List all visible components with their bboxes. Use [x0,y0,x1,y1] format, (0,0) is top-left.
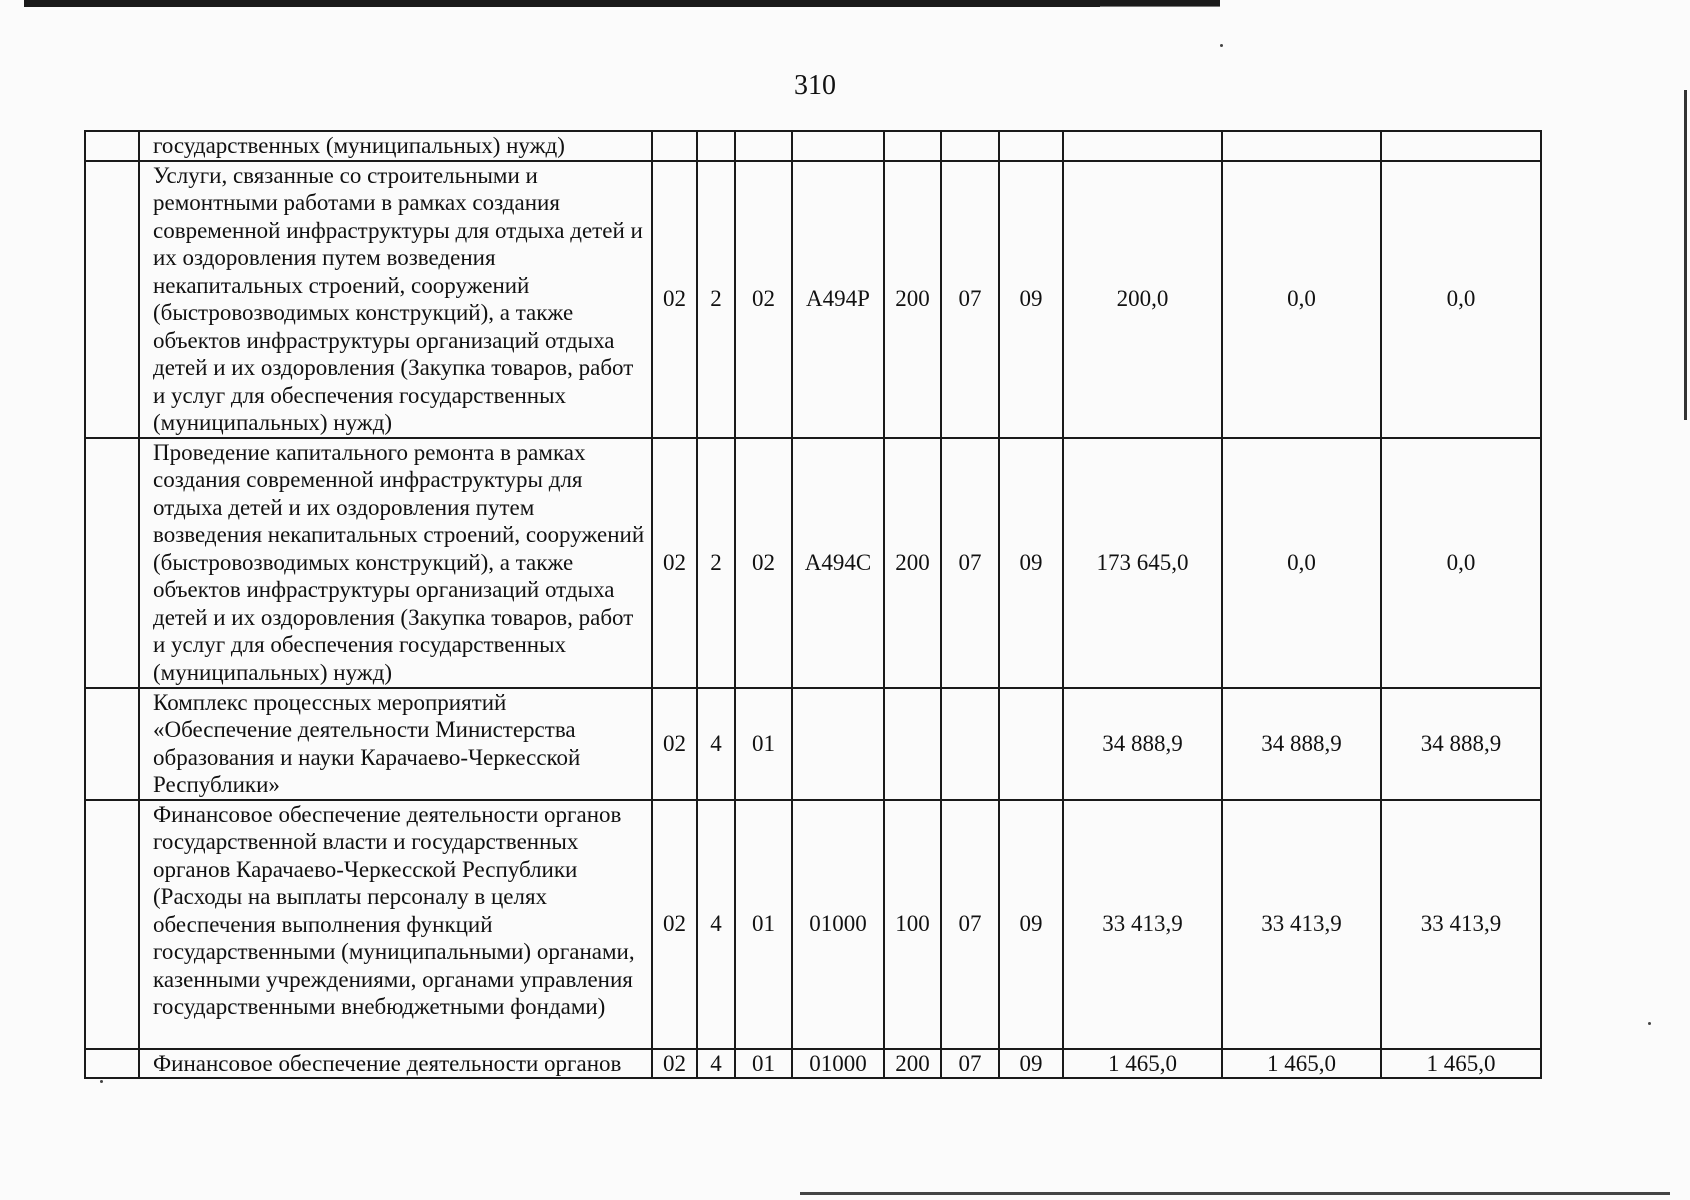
page-number: 310 [794,70,836,101]
amount-year-2-cell: 34 888,9 [1222,688,1381,800]
event-code-cell: 01 [735,800,792,1049]
bottom-border-rule [800,1192,1670,1195]
subprogram-code-cell [697,131,735,161]
amount-year-1-cell [1063,131,1222,161]
amount-year-3-cell: 0,0 [1381,161,1541,438]
expense-name-cell: государственных (муниципальных) нужд) [139,131,652,161]
scan-speck [1220,44,1223,47]
subsection-code-cell: 09 [999,438,1063,688]
program-code-cell: 02 [652,688,697,800]
subprogram-code-cell: 4 [697,688,735,800]
amount-year-1-cell: 173 645,0 [1063,438,1222,688]
top-border-rule-thin [1100,6,1220,7]
subsection-code-cell [999,131,1063,161]
subsection-code-cell: 09 [999,1049,1063,1079]
amount-year-3-cell: 33 413,9 [1381,800,1541,1049]
section-code-cell: 07 [941,438,999,688]
budget-table [84,130,1542,1079]
direction-code-cell: 01000 [792,1049,884,1079]
amount-year-1-cell: 33 413,9 [1063,800,1222,1049]
amount-year-3-cell: 0,0 [1381,438,1541,688]
amount-year-3-cell: 34 888,9 [1381,688,1541,800]
program-code-cell [652,131,697,161]
program-code-cell: 02 [652,1049,697,1079]
event-code-cell: 02 [735,438,792,688]
expense-name-cell: Комплекс процессных мероприятий «Обеспечение деятельности Министерства образования и науки Карачаево-Черкесской Республики» [139,688,652,800]
table-row [85,1049,1541,1079]
row-mark-cell [85,161,139,438]
direction-code-cell: А494С [792,438,884,688]
amount-year-2-cell [1222,131,1381,161]
row-mark-cell [85,688,139,800]
scan-speck [100,1080,103,1083]
amount-year-1-cell: 1 465,0 [1063,1049,1222,1079]
section-code-cell [941,688,999,800]
amount-year-3-cell [1381,131,1541,161]
subsection-code-cell: 09 [999,800,1063,1049]
amount-year-1-cell: 34 888,9 [1063,688,1222,800]
program-code-cell: 02 [652,161,697,438]
expense-name-cell: Финансовое обеспечение деятельности органов [139,1049,652,1079]
subprogram-code-cell: 4 [697,1049,735,1079]
top-border-rule [24,0,1220,7]
amount-year-1-cell: 200,0 [1063,161,1222,438]
program-code-cell: 02 [652,800,697,1049]
direction-code-cell: А494Р [792,161,884,438]
table-row [85,688,1541,800]
expense-type-cell [884,131,941,161]
program-code-cell: 02 [652,438,697,688]
event-code-cell: 01 [735,688,792,800]
right-edge-rule [1684,90,1687,420]
subsection-code-cell: 09 [999,161,1063,438]
event-code-cell: 02 [735,161,792,438]
direction-code-cell [792,131,884,161]
table-row [85,438,1541,688]
scan-speck [1648,1022,1651,1025]
expense-name-cell: Финансовое обеспечение деятельности органов государственной власти и государственных органов Карачаево-Черкесской Республики (Расходы на выплаты персоналу в целях обеспечения выполнения функций государственными (муниципальными) органами, казенными учреждениями, органами управления государственными внебюджетными фондами) [139,800,652,1049]
event-code-cell [735,131,792,161]
row-mark-cell [85,800,139,1049]
expense-type-cell: 200 [884,161,941,438]
subprogram-code-cell: 2 [697,438,735,688]
section-code-cell [941,131,999,161]
subsection-code-cell [999,688,1063,800]
expense-name-cell: Проведение капитального ремонта в рамках создания современной инфраструктуры для отдыха детей и их оздоровления путем возведения некапитальных строений, сооружений (быстровозводимых конструкций), а также объектов инфраструктуры организаций отдыха детей и их оздоровления (Закупка товаров, работ и услуг для обеспечения государственных (муниципальных) нужд) [139,438,652,688]
amount-year-3-cell: 1 465,0 [1381,1049,1541,1079]
subprogram-code-cell: 4 [697,800,735,1049]
table-row [85,131,1541,161]
section-code-cell: 07 [941,800,999,1049]
section-code-cell: 07 [941,161,999,438]
expense-type-cell: 200 [884,1049,941,1079]
event-code-cell: 01 [735,1049,792,1079]
row-mark-cell [85,438,139,688]
amount-year-2-cell: 33 413,9 [1222,800,1381,1049]
row-mark-cell [85,1049,139,1079]
expense-type-cell: 100 [884,800,941,1049]
subprogram-code-cell: 2 [697,161,735,438]
direction-code-cell: 01000 [792,800,884,1049]
table-row [85,800,1541,1049]
direction-code-cell [792,688,884,800]
expense-type-cell [884,688,941,800]
expense-name-cell: Услуги, связанные со строительными и ремонтными работами в рамках создания современной инфраструктуры для отдыха детей и их оздоровления путем возведения некапитальных строений, сооружений (быстровозводимых конструкций), а также объектов инфраструктуры организаций отдыха детей и их оздоровления (Закупка товаров, работ и услуг для обеспечения государственных (муниципальных) нужд) [139,161,652,438]
amount-year-2-cell: 0,0 [1222,438,1381,688]
section-code-cell: 07 [941,1049,999,1079]
amount-year-2-cell: 0,0 [1222,161,1381,438]
expense-type-cell: 200 [884,438,941,688]
row-mark-cell [85,131,139,161]
amount-year-2-cell: 1 465,0 [1222,1049,1381,1079]
table-row [85,161,1541,438]
